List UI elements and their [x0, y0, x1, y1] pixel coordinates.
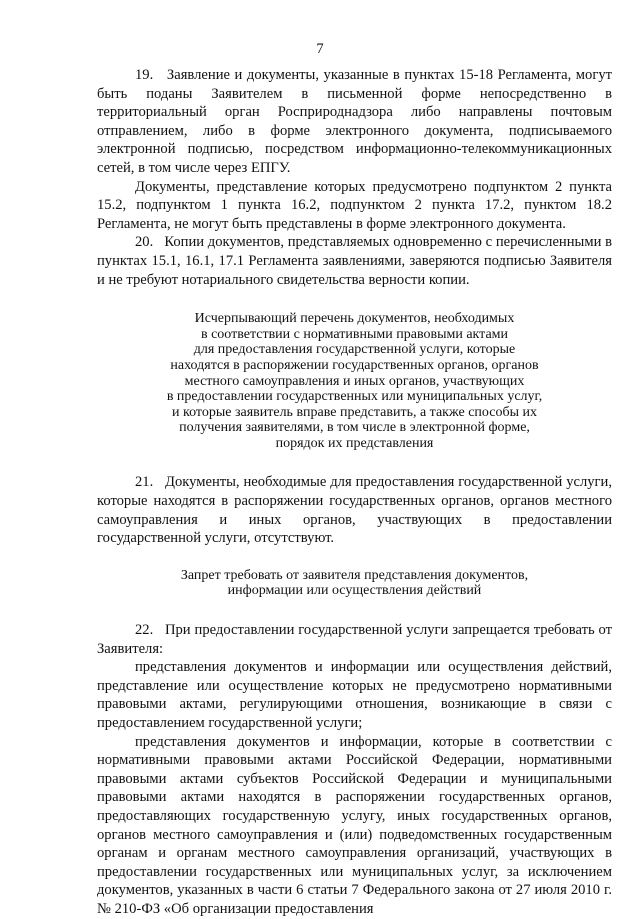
paragraph-19-note: Документы, представление которых предусмотрено подпунктом 2 пункта 15.2, подпунктом 1 пункта 16.2, подпунктом 2 пункта 17.2, пунктом 18.2 Регламента, не могут быть представлены в форме электронного документа. [97, 178, 612, 232]
heading-line: и которые заявитель вправе представить, а также способы их [172, 404, 537, 420]
section-heading-documents-list [97, 311, 612, 451]
page-number: 7 [316, 41, 324, 57]
heading-line: информации или осуществления действий [227, 583, 482, 599]
paragraph-21: 21. Документы, необходимые для предоставления государственной услуги, которые находятся в распоряжении государственных органов, органов местного самоуправления и иных органов, участвующих в предоставлении государственной услуги, отсутствуют. [97, 474, 612, 547]
document-body [97, 66, 612, 919]
heading-line: в предоставлении государственных или муниципальных услуг, [166, 389, 543, 405]
paragraph-20: 20. Копии документов, представляемых одновременно с перечисленными в пунктах 15.1, 16.1, 17.1 Регламента заявлениями, заверяются подписью Заявителя и не требуют нотариального свидетельства верности копии. [97, 234, 612, 288]
paragraph-22: 22. При предоставлении государственной услуги запрещается требовать от Заявителя: [97, 622, 612, 657]
paragraph-22-item-b: представления документов и информации, которые в соответствии с нормативными правовыми актами Российской Федерации, нормативными правовыми актами субъектов Российской Федерации и муниципальными правовыми актами находятся в распоряжении государственных органов, предоставляющих государственную услугу, иных государственных органов, органов местного самоуправления и (или) подведомственных государственным органам и органам местного самоуправления организаций, участвующих в предоставлении государственных или муниципальных услуг, за исключением документов, указанных в части 6 статьи 7 Федерального закона от 27 июля 2010 г. № 210-ФЗ «Об организации предоставления [97, 733, 612, 917]
heading-line: для предоставления государственной услуги, которые [193, 342, 516, 358]
heading-line: порядок их представления [275, 435, 434, 451]
heading-line: Исчерпывающий перечень документов, необходимых [194, 311, 515, 327]
heading-line: находятся в распоряжении государственных органов, органов [170, 357, 539, 373]
paragraph-22-item-a: представления документов и информации или осуществления действий, представление или осуществление которых не предусмотрено нормативными правовыми актами, регулирующими отношения, возникающие в связи с предоставлением государственной услуги; [97, 659, 612, 731]
heading-line: местного самоуправления и иных органов, участвующих [184, 373, 525, 389]
paragraph-19: 19. Заявление и документы, указанные в пунктах 15-18 Регламента, могут быть поданы Заявителем в письменной форме непосредственно в территориальный орган Росприроднадзора либо направлены почтовым отправлением, либо в форме электронного документа, подписываемого электронной подписью, посредством информационно-телекоммуникационных сетей, в том числе через ЕПГУ. [97, 67, 612, 176]
heading-line: получения заявителями, в том числе в электронной форме, [179, 420, 530, 436]
heading-line: в соответствии с нормативными правовыми актами [200, 326, 509, 342]
heading-line: Запрет требовать от заявителя представления документов, [180, 567, 529, 583]
section-heading-prohibition [97, 568, 612, 599]
